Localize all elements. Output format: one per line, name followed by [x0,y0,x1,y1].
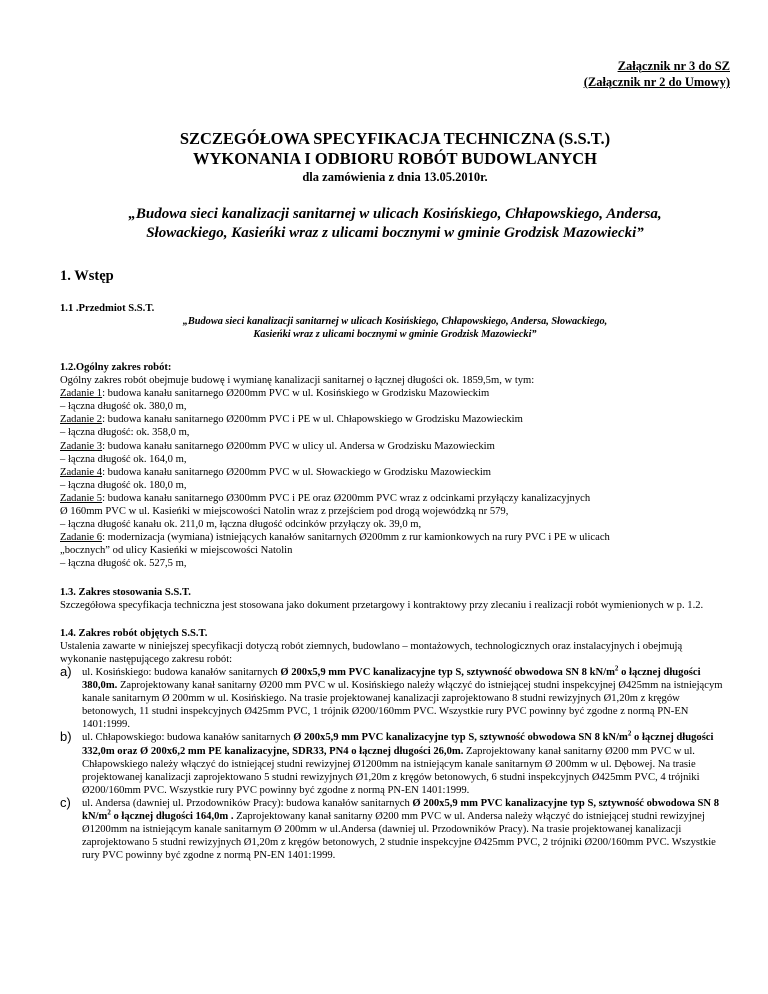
item-sup: 2 [107,808,111,817]
item-spec: Ø 200x5,9 mm PVC kanalizacyjne typ S, sztywność obwodowa SN 8 kN/m [293,732,628,744]
item-marker: b) [60,729,72,745]
subject-line-2: Kasieńki wraz z ulicami bocznymi w gminie Grodzisk Mazowiecki” [253,329,537,340]
task-text: : budowa kanału sanitarnego Ø200mm PVC w ulicy ul. Andersa w Grodzisku Mazowieckim [102,440,495,452]
works-list [60,663,730,862]
task-text-cont: „bocznych” od ulicy Kasieńki w miejscowości Natolin [60,545,293,557]
applicability-text: Szczegółowa specyfikacja techniczna jest stosowana jako dokument przetargowy i kontraktowy przy zlecaniu i realizacji robót wymienionych w p. 1.2. [60,599,704,611]
task-length: – łączna długość ok. 180,0 m, [60,479,187,491]
item-description: Zaprojektowany kanał sanitarny Ø200 mm PVC w ul. Chłapowskiego należy włączyć do istniejącej studni rewizyjnej Ø1200mm na istniejącym kanale sanitarnym Ø 200mm w ul. Dębowej. Na trasie projektowanej kanalizacji zaprojektowano 5 studni rewizyjnych Ø1,20m z kręgów betonowych, 6 studni inspekcyjnych Ø425mm PVC, 4 trójniki Ø200/160mm PVC. Wszystkie rury PVC powinny być zgodne z normą PN-EN 1401:1999. [82,745,700,796]
item-description: Zaprojektowany kanał sanitarny Ø200 mm PVC w ul. Kosińskiego należy włączyć do istniejącej studni inspekcyjnej Ø425mm na istniejącym kanale sanitarnym Ø 200mm w ul. Kosińskiego. Na trasie projektowanej kanalizacji zaprojektowano 8 studni rewizyjnych Ø1,20m z kręgów betonowych, 11 studni inspekcyjnych Ø425mm PVC, 1 trójnik Ø200/160mm PVC. Wszystkie rury PVC powinny być zgodne z normą PN-EN 1401:1999. [82,680,723,731]
section-1-3 [60,586,730,612]
title-line-2: WYKONANIA I ODBIORU ROBÓT BUDOWLANYCH [193,149,597,168]
item-sup: 2 [614,664,619,673]
subject-text [60,315,730,341]
item-intro: ul. Andersa (dawniej ul. Przodowników Pracy): budowa kanałów sanitarnych [82,797,413,809]
subsection-heading-1-1: 1.1 .Przedmiot S.S.T. [60,303,155,314]
annex-line-2: (Załącznik nr 2 do Umowy) [583,75,730,89]
section-1-2 [60,361,730,571]
task-label: Zadanie 1 [60,388,103,400]
item-length: o łącznej długości 332,0m oraz Ø 200x6,2 mm PE kanalizacyjne, SDR33, PN4 o łącznej długości 26,0m. [82,732,714,757]
item-intro: ul. Chłapowskiego: budowa kanałów sanitarnych [82,732,294,744]
item-intro: ul. Kosińskiego: budowa kanałów sanitarnych [82,666,281,678]
task-text: : budowa kanału sanitarnego Ø200mm PVC i PE w ul. Chłapowskiego w Grodzisku Mazowieckim [102,414,523,426]
task-text: : budowa kanału sanitarnego Ø200mm PVC w ul. Kosińskiego w Grodzisku Mazowieckim [102,388,490,400]
task-label: Zadanie 3 [60,440,103,452]
item-description: Zaprojektowany kanał sanitarny Ø200 mm PVC w ul. Andersa należy włączyć do istniejącej studni rewizyjnej Ø1200mm na istniejącym kanale sanitarnym Ø 200mm w ul.Andersa (dawniej ul. Przodowników Pracy). Na trasie projektowanej kanalizacji zaprojektowano 5 studni rewizyjnych Ø1,20m z kręgów betonowych, 2 studnie inspekcyjne Ø425mm PVC, 2 trójniki Ø200/160mm PVC. Wszystkie rury PVC powinny być zgodne z normą PN-EN 1401:1999. [82,811,716,862]
item-sup: 2 [627,729,632,738]
scope-intro: Ogólny zakres robót obejmuje budowę i wymianę kanalizacji sanitarnej o łącznej długości ok. 1859,5m, w tym: [60,375,535,387]
task-text: : modernizacja (wymiana) istniejących kanałów sanitarnych Ø200mm z rur kamionkowych na rury PVC i PE w ulicach [102,532,610,544]
document-title [60,129,730,169]
item-marker: c) [60,794,71,810]
task-1 [60,387,730,400]
task-label: Zadanie 6 [60,532,103,544]
task-label: Zadanie 2 [60,414,103,426]
task-text: : budowa kanału sanitarnego Ø200mm PVC w ul. Słowackiego w Grodzisku Mazowieckim [102,466,492,478]
task-4 [60,466,730,479]
section-1-4 [60,627,730,863]
task-5 [60,492,730,505]
project-name [60,205,730,243]
task-length: – łączna długość: ok. 358,0 m, [60,427,190,439]
task-text-cont: Ø 160mm PVC w ul. Kasieńki w miejscowości Natolin wraz z przejściem pod drogą wojewódzką nr 579, [60,506,509,518]
item-marker: a) [60,663,72,679]
works-item-c [60,794,730,862]
task-2 [60,413,730,426]
task-label: Zadanie 5 [60,492,103,504]
task-length: – łączna długość ok. 380,0 m, [60,401,187,413]
task-length: – łączna długość ok. 527,5 m, [60,558,187,570]
item-length: o łącznej długości 164,0m . [110,811,234,822]
subsection-heading-1-2: 1.2.Ogólny zakres robót: [60,362,172,373]
annex-line-1: Załącznik nr 3 do SZ [617,59,730,73]
subsection-heading-1-4: 1.4. Zakres robót objętych S.S.T. [60,627,208,639]
item-length: o łącznej długości 380,0m. [82,666,701,692]
works-item-a [60,663,730,731]
section-heading-intro: 1. Wstęp [60,268,114,284]
task-length: – łączna długość ok. 164,0 m, [60,453,187,465]
task-6 [60,531,730,544]
document-subtitle: dla zamówienia z dnia 13.05.2010r. [302,170,488,184]
item-spec: Ø 200x5,9 mm PVC kanalizacyjne typ S, sztywność obwodowa SN 8 kN/m [82,797,720,822]
works-item-b [60,731,730,796]
task-length: – łączna długość kanału ok. 211,0 m, łączna długość odcinków przyłączy ok. 39,0 m, [60,519,422,531]
title-line-1: SZCZEGÓŁOWA SPECYFIKACJA TECHNICZNA (S.S.T.) [179,129,611,148]
subsection-heading-1-3: 1.3. Zakres stosowania S.S.T. [60,586,191,598]
project-line-2: Słowackiego, Kasieńki wraz z ulicami bocznymi w gminie Grodzisk Mazowiecki” [146,225,644,241]
works-intro: Ustalenia zawarte w niniejszej specyfikacji dotyczą robót ziemnych, budowlano – montażowych, technologicznych oraz instalacyjnych i obejmują wykonanie następującego zakresu robót: [60,640,683,665]
task-text: : budowa kanału sanitarnego Ø300mm PVC i PE oraz Ø200mm PVC wraz z odcinkami przyłączy kanalizacyjnych [102,492,591,504]
task-label: Zadanie 4 [60,466,103,478]
item-spec: Ø 200x5,9 mm PVC kanalizacyjne typ S, sztywność obwodowa SN 8 kN/m [280,666,615,678]
subject-line-1: „Budowa sieci kanalizacji sanitarnej w ulicach Kosińskiego, Chłapowskiego, Andersa, Słowackiego, [182,316,608,327]
task-3 [60,440,730,453]
project-line-1: „Budowa sieci kanalizacji sanitarnej w ulicach Kosińskiego, Chłapowskiego, Andersa, [128,206,662,222]
annex-header [60,58,730,90]
